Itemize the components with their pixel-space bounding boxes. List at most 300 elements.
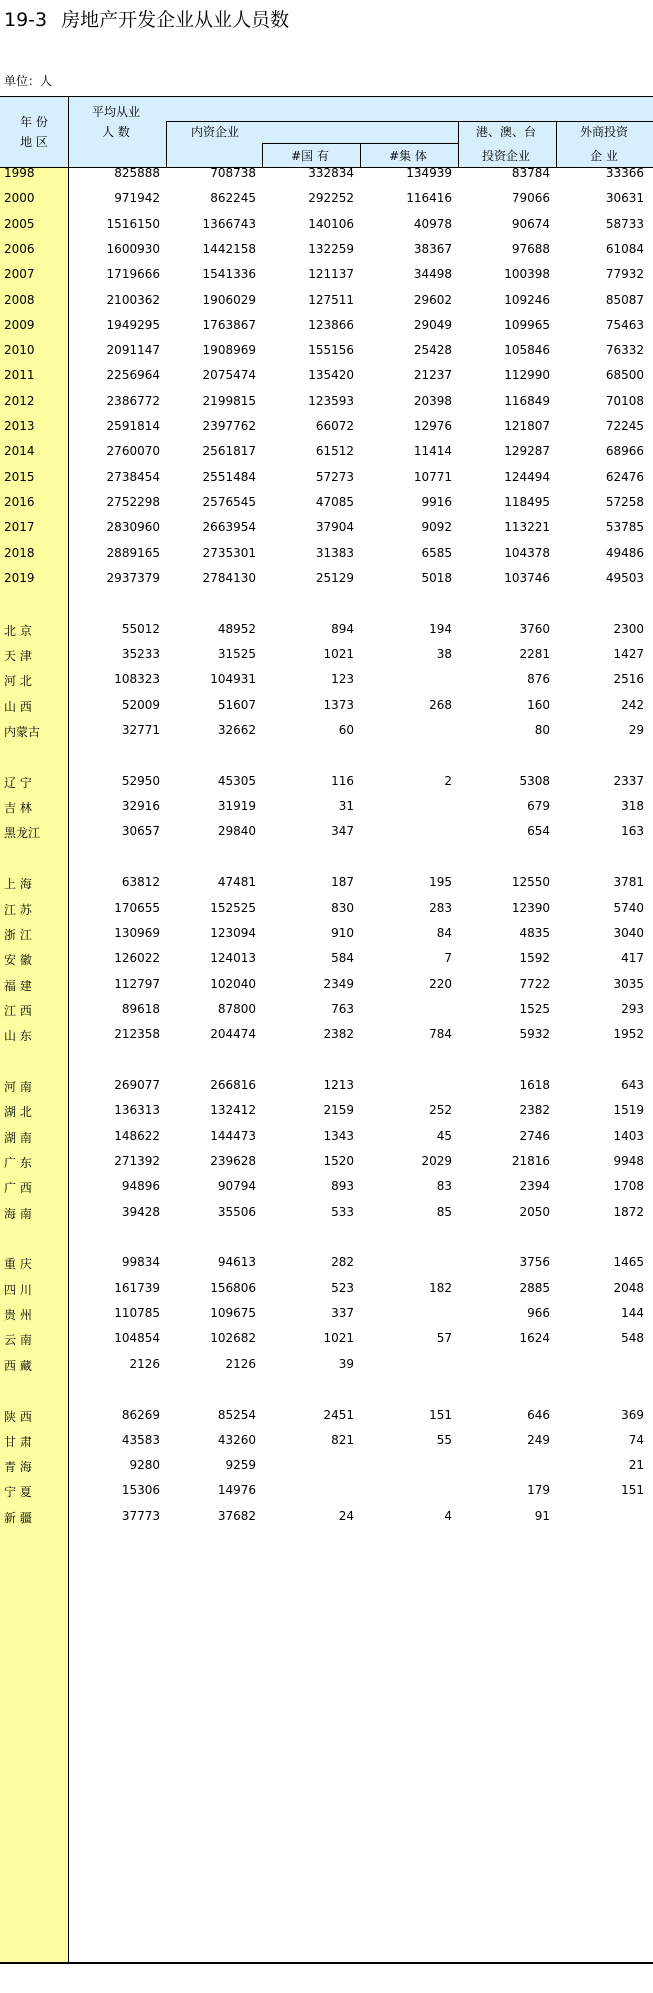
table-cell: 971942 — [114, 191, 160, 206]
table-cell: 68966 — [605, 444, 644, 459]
table-cell: 58733 — [605, 216, 644, 231]
table-cell: 161739 — [114, 1280, 160, 1295]
table-row — [0, 923, 653, 943]
table-cell: 2738454 — [106, 469, 160, 484]
table-cell: 2075474 — [202, 368, 256, 383]
table-cell: 130969 — [114, 925, 160, 940]
table-cell: 75463 — [605, 317, 644, 332]
row-label: 辽 宁 — [4, 775, 32, 790]
table-row — [0, 391, 653, 411]
table-cell: 35506 — [217, 1204, 256, 1219]
row-label: 1998 — [4, 166, 35, 180]
table-cell: 2050 — [519, 1204, 550, 1219]
row-label: 河 南 — [4, 1080, 32, 1094]
table-cell: 2561817 — [202, 444, 256, 459]
table-cell: 1520 — [323, 1153, 354, 1168]
table-cell: 1525 — [519, 1001, 550, 1016]
table-cell: 1872 — [613, 1204, 644, 1219]
table-cell: 102040 — [210, 976, 256, 991]
header-region: 地 区 — [20, 135, 48, 149]
table-cell: 118495 — [504, 494, 550, 509]
table-row — [0, 441, 653, 461]
table-row — [0, 1100, 653, 1120]
table-cell: 2256964 — [106, 368, 160, 383]
table-row — [0, 163, 653, 183]
table-cell: 2735301 — [202, 545, 256, 560]
row-label: 河 北 — [4, 674, 32, 689]
table-bottom-rule — [0, 1962, 653, 1964]
table-cell: 31919 — [217, 799, 256, 814]
table-cell: 894 — [331, 621, 354, 636]
table-cell: 32771 — [121, 722, 160, 737]
table-cell: 20398 — [413, 393, 452, 408]
table-cell: 1021 — [323, 647, 354, 661]
table-cell: 2397762 — [202, 419, 256, 433]
table-cell: 83784 — [511, 166, 550, 180]
table-cell: 9092 — [421, 520, 452, 535]
table-row — [0, 1202, 653, 1222]
table-row — [0, 669, 653, 689]
table-cell: 1541336 — [202, 267, 256, 282]
header-hkmt-2: 投资企业 — [481, 149, 530, 163]
table-row — [0, 974, 653, 994]
table-cell: 105846 — [504, 343, 550, 358]
table-cell: 124013 — [210, 951, 256, 966]
table-cell: 679 — [527, 799, 550, 814]
row-label: 陕 西 — [4, 1409, 32, 1424]
row-label: 湖 南 — [4, 1130, 32, 1145]
table-cell: 31383 — [315, 545, 354, 560]
table-cell: 152525 — [210, 900, 256, 915]
table-cell: 9259 — [225, 1458, 256, 1473]
table-row — [0, 821, 653, 841]
table-row — [0, 1075, 653, 1095]
table-cell: 643 — [621, 1078, 644, 1092]
table-cell: 239628 — [210, 1153, 256, 1168]
table-cell: 79066 — [511, 191, 550, 206]
table-cell: 9948 — [613, 1153, 644, 1168]
table-cell: 37773 — [121, 1508, 160, 1523]
table-cell: 271392 — [114, 1153, 160, 1168]
table-cell: 116849 — [504, 393, 550, 408]
table-cell: 104931 — [210, 672, 256, 687]
row-label: 广 西 — [4, 1181, 32, 1196]
table-row — [0, 872, 653, 892]
table-cell: 109965 — [504, 317, 550, 332]
table-cell: 533 — [331, 1204, 354, 1219]
table-cell: 31525 — [217, 647, 256, 661]
table-row — [0, 492, 653, 512]
table-cell: 53785 — [605, 520, 644, 535]
table-cell: 83 — [436, 1179, 452, 1194]
table-cell: 116 — [331, 773, 354, 788]
table-cell: 2394 — [519, 1179, 550, 1194]
row-label: 2019 — [4, 570, 35, 585]
row-label: 新 疆 — [4, 1510, 32, 1525]
table-cell: 1949295 — [106, 317, 160, 332]
header-rule — [262, 143, 458, 144]
row-label: 北 京 — [4, 623, 32, 638]
table-cell: 49486 — [605, 545, 644, 560]
row-label: 2010 — [4, 343, 35, 358]
table-cell: 1442158 — [202, 241, 256, 256]
header-domestic: 内资企业 — [190, 125, 239, 139]
table-cell: 29049 — [413, 317, 452, 332]
table-cell: 25428 — [413, 343, 452, 358]
table-cell: 123094 — [210, 925, 256, 940]
table-cell: 332834 — [308, 166, 354, 180]
table-row — [0, 1024, 653, 1044]
table-cell: 1343 — [323, 1128, 354, 1143]
row-label: 2016 — [4, 494, 35, 509]
table-cell: 21237 — [413, 368, 452, 383]
table-cell: 61512 — [315, 444, 354, 459]
row-label: 西 藏 — [4, 1358, 32, 1373]
table-cell: 2663954 — [202, 520, 256, 535]
table-row — [0, 695, 653, 715]
row-label: 2013 — [4, 419, 35, 433]
table-cell: 129287 — [504, 444, 550, 459]
header-rule — [556, 121, 557, 167]
table-cell: 283 — [429, 900, 452, 915]
row-label: 福 建 — [4, 978, 32, 993]
table-cell: 1719666 — [106, 267, 160, 282]
table-cell: 1600930 — [106, 241, 160, 256]
table-cell: 51607 — [217, 697, 256, 712]
table-cell: 77932 — [605, 267, 644, 282]
table-cell: 148622 — [114, 1128, 160, 1143]
page-title — [4, 5, 289, 32]
table-cell: 85087 — [605, 292, 644, 307]
table-cell: 417 — [621, 951, 644, 966]
table-row — [0, 467, 653, 487]
table-cell: 654 — [527, 824, 550, 839]
table-row — [0, 543, 653, 563]
table-cell: 39 — [338, 1356, 354, 1371]
table-cell: 3781 — [613, 875, 644, 890]
table-cell: 29 — [628, 722, 644, 737]
table-cell: 182 — [429, 1280, 452, 1295]
table-cell: 60 — [338, 722, 354, 737]
table-cell: 2551484 — [202, 469, 256, 484]
table-cell: 68500 — [605, 368, 644, 383]
table-cell: 116416 — [406, 191, 452, 206]
table-cell: 195 — [429, 875, 452, 890]
table-cell: 12390 — [511, 900, 550, 915]
table-cell: 2048 — [613, 1280, 644, 1295]
table-row — [0, 1252, 653, 1272]
row-label: 2012 — [4, 393, 35, 408]
table-cell: 86269 — [121, 1407, 160, 1422]
table-cell: 212358 — [114, 1027, 160, 1042]
table-cell: 113221 — [504, 520, 550, 535]
table-cell: 40978 — [413, 216, 452, 231]
table-cell: 266816 — [210, 1078, 256, 1092]
table-cell: 109246 — [504, 292, 550, 307]
table-cell: 1906029 — [202, 292, 256, 307]
row-label: 2018 — [4, 545, 35, 560]
table-cell: 2100362 — [106, 292, 160, 307]
table-cell: 179 — [527, 1483, 550, 1498]
table-cell: 47481 — [217, 875, 256, 890]
table-cell: 32662 — [217, 722, 256, 737]
table-cell: 1465 — [613, 1255, 644, 1270]
table-cell: 4835 — [519, 925, 550, 940]
row-label: 湖 北 — [4, 1105, 32, 1120]
table-row — [0, 315, 653, 335]
table-cell: 1624 — [519, 1331, 550, 1346]
header-year: 年 份 — [20, 115, 48, 129]
table-cell: 72245 — [605, 419, 644, 433]
table-cell: 24 — [338, 1508, 354, 1523]
table-cell: 292252 — [308, 191, 354, 206]
table-cell: 103746 — [504, 570, 550, 585]
row-label: 吉 林 — [4, 801, 32, 816]
table-row — [0, 619, 653, 639]
table-cell: 74 — [628, 1432, 644, 1447]
table-row — [0, 720, 653, 740]
table-cell: 144 — [621, 1306, 644, 1320]
unit-label: 单位：人 — [4, 74, 53, 88]
table-cell: 155156 — [308, 343, 354, 358]
table-cell: 57273 — [315, 469, 354, 484]
header-rule — [166, 121, 167, 167]
row-label: 黑龙江 — [4, 826, 41, 841]
row-label: 山 东 — [4, 1029, 32, 1044]
table-cell: 2281 — [519, 647, 550, 661]
header-hkmt-1: 港、澳、台 — [475, 125, 536, 139]
table-cell: 1763867 — [202, 317, 256, 332]
table-row — [0, 1430, 653, 1450]
table-row — [0, 290, 653, 310]
table-row — [0, 214, 653, 234]
row-label: 2008 — [4, 292, 35, 307]
table-row — [0, 416, 653, 436]
table-cell: 89618 — [121, 1001, 160, 1016]
table-cell: 52950 — [121, 773, 160, 788]
table-cell: 584 — [331, 951, 354, 966]
table-cell: 1021 — [323, 1331, 354, 1346]
table-cell: 45 — [436, 1128, 452, 1143]
table-cell: 12550 — [511, 875, 550, 890]
row-label: 2000 — [4, 191, 35, 206]
table-cell: 2760070 — [106, 444, 160, 459]
table-cell: 110785 — [114, 1306, 160, 1320]
table-cell: 337 — [331, 1306, 354, 1320]
table-cell: 3760 — [519, 621, 550, 636]
table-cell: 369 — [621, 1407, 644, 1422]
table-cell: 347 — [331, 824, 354, 839]
table-cell: 127511 — [308, 292, 354, 307]
row-label: 云 南 — [4, 1333, 32, 1348]
table-cell: 282 — [331, 1255, 354, 1270]
row-label: 2017 — [4, 520, 35, 535]
table-cell: 269077 — [114, 1078, 160, 1092]
table-cell: 66072 — [315, 419, 354, 433]
table-cell: 91 — [534, 1508, 550, 1523]
table-cell: 21 — [628, 1458, 644, 1473]
table-row — [0, 1480, 653, 1500]
table-cell: 763 — [331, 1001, 354, 1016]
table-cell: 123866 — [308, 317, 354, 332]
table-cell: 57258 — [605, 494, 644, 509]
table-cell: 242 — [621, 697, 644, 712]
row-label: 江 苏 — [4, 902, 32, 917]
table-cell: 830 — [331, 900, 354, 915]
table-cell: 194 — [429, 621, 452, 636]
table-row — [0, 1151, 653, 1171]
table-cell: 1427 — [613, 647, 644, 661]
stub-header-cell — [0, 97, 69, 167]
table-cell: 646 — [527, 1407, 550, 1422]
header-avg-1: 平均从业 — [91, 105, 140, 119]
table-cell: 29602 — [413, 292, 452, 307]
table-cell: 39428 — [121, 1204, 160, 1219]
row-label: 上 海 — [4, 877, 32, 892]
row-label: 浙 江 — [4, 927, 32, 942]
table-cell: 63812 — [121, 875, 160, 890]
row-label: 内蒙古 — [4, 724, 41, 739]
table-cell: 2382 — [323, 1027, 354, 1042]
table-cell: 90794 — [217, 1179, 256, 1194]
table-cell: 21816 — [511, 1153, 550, 1168]
table-row — [0, 999, 653, 1019]
table-cell: 1403 — [613, 1128, 644, 1143]
table-row — [0, 568, 653, 588]
table-cell: 14976 — [217, 1483, 256, 1498]
row-label: 安 徽 — [4, 953, 32, 968]
row-label: 2014 — [4, 444, 35, 459]
table-cell: 2337 — [613, 773, 644, 788]
table-cell: 2937379 — [106, 570, 160, 585]
table-cell: 3035 — [613, 976, 644, 991]
table-cell: 104854 — [114, 1331, 160, 1346]
row-label: 江 西 — [4, 1003, 32, 1018]
table-cell: 52009 — [121, 697, 160, 712]
row-label: 山 西 — [4, 699, 32, 714]
table-cell: 523 — [331, 1280, 354, 1295]
table-cell: 825888 — [114, 166, 160, 180]
table-cell: 1618 — [519, 1078, 550, 1092]
table-cell: 34498 — [413, 267, 452, 282]
table-cell: 29840 — [217, 824, 256, 839]
table-cell: 151 — [621, 1483, 644, 1498]
table-cell: 121137 — [308, 267, 354, 282]
table-row — [0, 239, 653, 259]
table-cell: 43583 — [121, 1432, 160, 1447]
table-cell: 2591814 — [106, 419, 160, 433]
table-cell: 126022 — [114, 951, 160, 966]
table-cell: 108323 — [114, 672, 160, 687]
table-cell: 33366 — [605, 166, 644, 180]
row-label: 2007 — [4, 267, 35, 282]
table-cell: 2126 — [225, 1356, 256, 1371]
table-cell: 1708 — [613, 1179, 644, 1194]
table-cell: 2451 — [323, 1407, 354, 1422]
table-cell: 48952 — [217, 621, 256, 636]
table-cell: 5018 — [421, 570, 452, 585]
table-cell: 37904 — [315, 520, 354, 535]
table-cell: 4 — [444, 1508, 452, 1523]
table-row — [0, 1506, 653, 1526]
table-cell: 85 — [436, 1204, 452, 1219]
table-cell: 15306 — [121, 1483, 160, 1498]
table-row — [0, 1354, 653, 1374]
table-header — [0, 96, 653, 168]
table-cell: 7722 — [519, 976, 550, 991]
table-cell: 100398 — [504, 267, 550, 282]
table-cell: 61084 — [605, 241, 644, 256]
table-cell: 966 — [527, 1306, 550, 1320]
table-cell: 5740 — [613, 900, 644, 915]
table-cell: 97688 — [511, 241, 550, 256]
table-cell: 1908969 — [202, 343, 256, 358]
header-foreign-2: 企 业 — [590, 149, 618, 163]
table-cell: 84 — [436, 925, 452, 940]
table-cell: 170655 — [114, 900, 160, 915]
row-label: 2009 — [4, 317, 35, 332]
table-row — [0, 1405, 653, 1425]
row-label: 2005 — [4, 216, 35, 231]
table-cell: 2300 — [613, 621, 644, 636]
table-cell: 76332 — [605, 343, 644, 358]
row-label: 2006 — [4, 241, 35, 256]
table-cell: 12976 — [413, 419, 452, 433]
table-row — [0, 898, 653, 918]
row-label: 宁 夏 — [4, 1485, 32, 1500]
table-cell: 1592 — [519, 951, 550, 966]
table-cell: 7 — [444, 951, 452, 966]
table-cell: 90674 — [511, 216, 550, 231]
table-row — [0, 517, 653, 537]
table-cell: 87800 — [217, 1001, 256, 1016]
table-row — [0, 1303, 653, 1323]
table-cell: 31 — [338, 799, 354, 814]
table-cell: 38 — [436, 647, 452, 661]
table-cell: 43260 — [217, 1432, 256, 1447]
table-cell: 3040 — [613, 925, 644, 940]
table-cell: 1366743 — [202, 216, 256, 231]
row-label: 青 海 — [4, 1460, 32, 1475]
header-rule — [166, 121, 653, 122]
table-cell: 163 — [621, 824, 644, 839]
table-row — [0, 948, 653, 968]
table-cell: 2 — [444, 773, 452, 788]
table-cell: 2830960 — [106, 520, 160, 535]
table-cell: 136313 — [114, 1103, 160, 1118]
table-cell: 102682 — [210, 1331, 256, 1346]
table-cell: 2091147 — [106, 343, 160, 358]
header-avg-2: 人 数 — [102, 125, 130, 139]
table-cell: 11414 — [413, 444, 452, 459]
table-row — [0, 264, 653, 284]
table-cell: 25129 — [315, 570, 354, 585]
table-cell: 109675 — [210, 1306, 256, 1320]
table-cell: 1519 — [613, 1103, 644, 1118]
table-row — [0, 188, 653, 208]
row-label: 2011 — [4, 368, 35, 383]
header-rule — [458, 121, 459, 167]
table-row — [0, 1176, 653, 1196]
table-cell: 6585 — [421, 545, 452, 560]
table-cell: 57 — [436, 1331, 452, 1346]
table-cell: 70108 — [605, 393, 644, 408]
row-label: 重 庆 — [4, 1257, 32, 1272]
table-title: 房地产开发企业从业人员数 — [61, 9, 290, 31]
table-cell: 2784130 — [202, 570, 256, 585]
table-cell: 1213 — [323, 1078, 354, 1092]
table-cell: 30657 — [121, 824, 160, 839]
